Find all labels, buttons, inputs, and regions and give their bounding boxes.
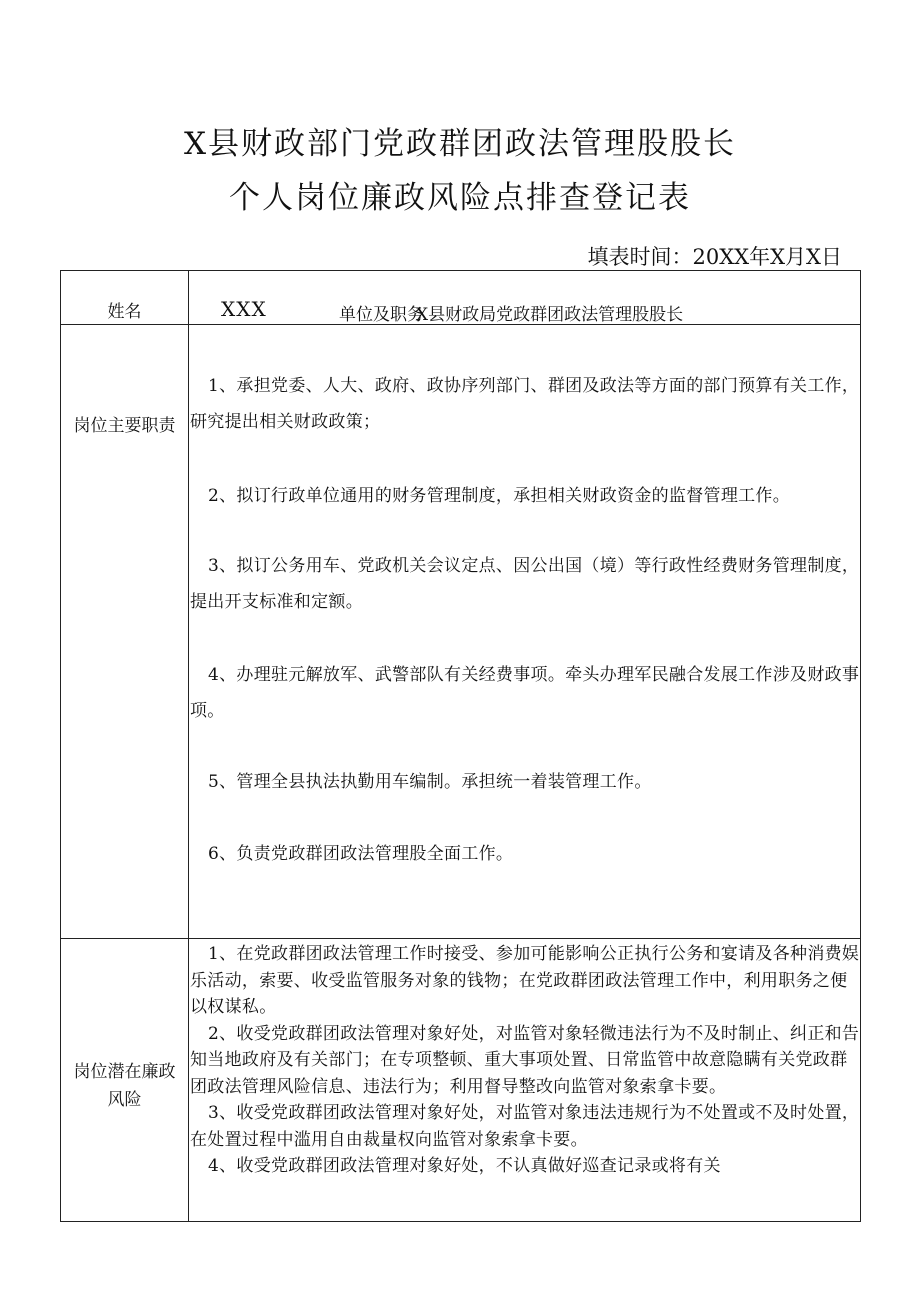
document-title-line2: 个人岗位廉政风险点排查登记表 (229, 180, 691, 216)
risks-list (190, 941, 860, 1180)
duty-item: 6、负责党政群团政法管理股全面工作。 (208, 844, 514, 864)
duties-label: 岗位主要职责 (73, 416, 176, 436)
duty-item: 4、办理驻元解放军、武警部队有关经费事项。牵头办理军民融合发展工作涉及财政事项。 (190, 665, 860, 721)
duty-item: 1、承担党委、人大、政府、政协序列部门、群团及政法等方面的部门预算有关工作，研究提出相关财政政策； (190, 376, 860, 432)
name-value: XXX (221, 297, 267, 321)
duty-item: 5、管理全县执法执勤用车编制。承担统一着装管理工作。 (208, 772, 652, 792)
risk-item: 3、收受党政群团政法管理对象好处，对监管对象违法违规行为不处置或不及时处置，在处置过程中滥用自由裁量权向监管对象索拿卡要。 (190, 1103, 860, 1150)
row-divider-duties (61, 938, 860, 939)
unit-label: 单位及职务 (339, 305, 424, 325)
risk-registration-table (60, 270, 861, 1222)
risk-item: 4、收受党政群团政法管理对象好处，不认真做好巡查记录或将有关 (208, 1156, 721, 1176)
unit-value: X县财政局党政群团政法管理股股长 (416, 305, 684, 325)
column-divider (188, 271, 189, 1221)
duty-item: 2、拟订行政单位通用的财务管理制度，承担相关财政资金的监督管理工作。 (208, 486, 791, 506)
document-title-line1: X县财政部门党政群团政法管理股股长 (183, 126, 737, 162)
risks-label-line1: 岗位潜在廉政 (73, 1062, 176, 1082)
risks-label-line2: 风险 (107, 1090, 142, 1110)
fill-time: 填表时间：20XX年X月X日 (587, 245, 842, 269)
name-label: 姓名 (107, 302, 142, 322)
risk-item: 1、在党政群团政法管理工作时接受、参加可能影响公正执行公务和宴请及各种消费娱乐活动，索要、收受监管服务对象的钱物；在党政群团政法管理工作中，利用职务之便以权谋私。 (190, 944, 860, 1017)
duty-item: 3、拟订公务用车、党政机关会议定点、因公出国（境）等行政性经费财务管理制度，提出开支标准和定额。 (190, 556, 860, 612)
risk-item: 2、收受党政群团政法管理对象好处，对监管对象轻微违法行为不及时制止、纠正和告知当地政府及有关部门；在专项整顿、重大事项处置、日常监管中故意隐瞒有关党政群团政法管理风险信息、违法行为；利用督导整改向监管对象索拿卡要。 (190, 1023, 860, 1097)
